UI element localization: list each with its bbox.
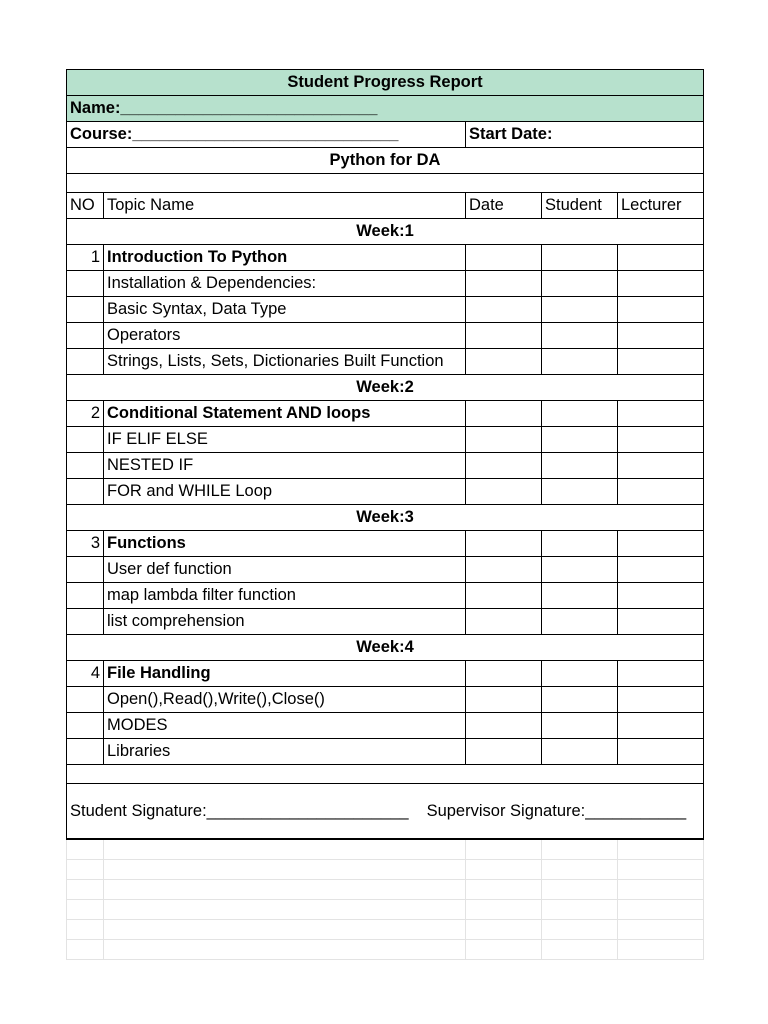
topic-row <box>67 557 704 583</box>
grid-cell <box>67 939 104 959</box>
date-cell[interactable] <box>466 713 542 739</box>
topic-name: map lambda filter function <box>104 583 466 609</box>
grid-cell <box>104 899 466 919</box>
date-cell[interactable] <box>466 479 542 505</box>
student-cell[interactable] <box>542 739 618 765</box>
date-cell[interactable] <box>466 583 542 609</box>
topic-row <box>67 349 704 375</box>
lecturer-cell[interactable] <box>618 557 704 583</box>
topic-row <box>67 323 704 349</box>
topic-number: 1 <box>67 245 104 271</box>
lecturer-cell[interactable] <box>618 609 704 635</box>
student-cell[interactable] <box>542 453 618 479</box>
student-cell[interactable] <box>542 557 618 583</box>
topic-row <box>67 453 704 479</box>
grid-cell <box>618 859 704 879</box>
grid-cell <box>67 899 104 919</box>
week-label: Week:3 <box>67 505 704 531</box>
topic-row <box>67 713 704 739</box>
lecturer-cell[interactable] <box>618 739 704 765</box>
lecturer-cell[interactable] <box>618 297 704 323</box>
date-cell[interactable] <box>466 609 542 635</box>
student-cell[interactable] <box>542 349 618 375</box>
course-field[interactable]: Course:_____________________________ <box>67 122 466 148</box>
topic-name: Basic Syntax, Data Type <box>104 297 466 323</box>
grid-cell <box>542 939 618 959</box>
topic-heading-row <box>67 531 704 557</box>
student-cell[interactable] <box>542 245 618 271</box>
topic-row <box>67 271 704 297</box>
grid-cell <box>466 919 542 939</box>
topic-name: NESTED IF <box>104 453 466 479</box>
topic-number-cell <box>67 609 104 635</box>
date-cell[interactable] <box>466 453 542 479</box>
topic-number-cell <box>67 557 104 583</box>
header-row <box>67 193 704 219</box>
grid-cell <box>542 859 618 879</box>
column-header-lecturer: Lecturer <box>618 193 704 219</box>
topic-number: 2 <box>67 401 104 427</box>
week-label: Week:4 <box>67 635 704 661</box>
topic-heading: Conditional Statement AND loops <box>104 401 466 427</box>
grid-cell <box>618 879 704 899</box>
grid-cell <box>67 919 104 939</box>
lecturer-cell[interactable] <box>618 453 704 479</box>
grid-cell <box>542 879 618 899</box>
student-cell[interactable] <box>542 687 618 713</box>
course-name: Python for DA <box>67 148 704 174</box>
student-signature[interactable]: Student Signature:______________________ <box>70 802 409 820</box>
grid-cell <box>466 899 542 919</box>
grid-cell <box>466 939 542 959</box>
topic-number-cell <box>67 713 104 739</box>
empty-grid-row <box>67 859 704 879</box>
title-row <box>67 70 704 96</box>
topic-number-cell <box>67 349 104 375</box>
topic-row <box>67 687 704 713</box>
grid-cell <box>466 879 542 899</box>
topic-heading: Introduction To Python <box>104 245 466 271</box>
lecturer-cell[interactable] <box>618 583 704 609</box>
lecturer-cell[interactable] <box>618 245 704 271</box>
topic-name: Open(),Read(),Write(),Close() <box>104 687 466 713</box>
grid-cell <box>618 839 704 859</box>
date-cell[interactable] <box>466 427 542 453</box>
lecturer-cell[interactable] <box>618 531 704 557</box>
topic-name: Installation & Dependencies: <box>104 271 466 297</box>
week-header-row <box>67 635 704 661</box>
empty-grid-row <box>67 839 704 859</box>
topic-row <box>67 479 704 505</box>
grid-cell <box>618 939 704 959</box>
column-header-student: Student <box>542 193 618 219</box>
topic-number-cell <box>67 687 104 713</box>
name-row <box>67 96 704 122</box>
lecturer-cell[interactable] <box>618 349 704 375</box>
topic-number: 4 <box>67 661 104 687</box>
date-cell[interactable] <box>466 245 542 271</box>
blank-cell <box>67 765 704 784</box>
topic-row <box>67 297 704 323</box>
grid-cell <box>466 839 542 859</box>
student-cell[interactable] <box>542 713 618 739</box>
topic-name: list comprehension <box>104 609 466 635</box>
date-cell[interactable] <box>466 531 542 557</box>
lecturer-cell[interactable] <box>618 661 704 687</box>
topic-number-cell <box>67 323 104 349</box>
week-header-row <box>67 219 704 245</box>
report-title: Student Progress Report <box>67 70 704 96</box>
topic-number-cell <box>67 427 104 453</box>
lecturer-cell[interactable] <box>618 401 704 427</box>
date-cell[interactable] <box>466 739 542 765</box>
topic-name: User def function <box>104 557 466 583</box>
lecturer-cell[interactable] <box>618 479 704 505</box>
start-date-field[interactable]: Start Date: <box>466 122 704 148</box>
weeks-body <box>67 219 704 765</box>
grid-cell <box>104 859 466 879</box>
topic-number-cell <box>67 271 104 297</box>
lecturer-cell[interactable] <box>618 687 704 713</box>
date-cell[interactable] <box>466 401 542 427</box>
grid-cell <box>542 919 618 939</box>
date-cell[interactable] <box>466 297 542 323</box>
week-header-row <box>67 505 704 531</box>
empty-grid-row <box>67 899 704 919</box>
grid-cell <box>67 879 104 899</box>
topic-row <box>67 609 704 635</box>
empty-grid-row <box>67 939 704 959</box>
column-header-topic: Topic Name <box>104 193 466 219</box>
topic-number-cell <box>67 453 104 479</box>
topic-heading: Functions <box>104 531 466 557</box>
grid-cell <box>104 879 466 899</box>
name-field[interactable]: Name:____________________________ <box>67 96 704 122</box>
topic-number: 3 <box>67 531 104 557</box>
date-cell[interactable] <box>466 271 542 297</box>
column-header-date: Date <box>466 193 542 219</box>
grid-cell <box>542 839 618 859</box>
date-cell[interactable] <box>466 661 542 687</box>
student-cell[interactable] <box>542 479 618 505</box>
topic-number-cell <box>67 297 104 323</box>
student-cell[interactable] <box>542 401 618 427</box>
topic-name: IF ELIF ELSE <box>104 427 466 453</box>
date-cell[interactable] <box>466 349 542 375</box>
topic-row <box>67 427 704 453</box>
grid-cell <box>618 919 704 939</box>
empty-grid-row <box>67 879 704 899</box>
student-cell[interactable] <box>542 661 618 687</box>
student-cell[interactable] <box>542 323 618 349</box>
topic-name: MODES <box>104 713 466 739</box>
topic-name: Strings, Lists, Sets, Dictionaries Built Function <box>104 349 466 375</box>
topic-number-cell <box>67 739 104 765</box>
date-cell[interactable] <box>466 323 542 349</box>
grid-cell <box>542 899 618 919</box>
grid-cell <box>67 839 104 859</box>
topic-heading: File Handling <box>104 661 466 687</box>
student-cell[interactable] <box>542 271 618 297</box>
progress-report-sheet <box>66 69 703 960</box>
progress-report-table <box>66 69 704 960</box>
student-cell[interactable] <box>542 297 618 323</box>
grid-cell <box>104 839 466 859</box>
student-cell[interactable] <box>542 609 618 635</box>
blank-row <box>67 765 704 784</box>
signature-cell <box>67 784 704 840</box>
topic-name: Operators <box>104 323 466 349</box>
blank-row <box>67 174 704 193</box>
topic-number-cell <box>67 583 104 609</box>
topic-name: FOR and WHILE Loop <box>104 479 466 505</box>
empty-grid-row <box>67 919 704 939</box>
lecturer-cell[interactable] <box>618 427 704 453</box>
grid-cell <box>104 919 466 939</box>
course-row <box>67 122 704 148</box>
supervisor-signature[interactable]: Supervisor Signature:___________ <box>426 802 687 820</box>
lecturer-cell[interactable] <box>618 323 704 349</box>
lecturer-cell[interactable] <box>618 713 704 739</box>
course-name-row <box>67 148 704 174</box>
student-cell[interactable] <box>542 427 618 453</box>
week-label: Week:2 <box>67 375 704 401</box>
topic-name: Libraries <box>104 739 466 765</box>
topic-heading-row <box>67 661 704 687</box>
blank-cell <box>67 174 704 193</box>
student-cell[interactable] <box>542 583 618 609</box>
date-cell[interactable] <box>466 557 542 583</box>
signature-row <box>67 784 704 840</box>
topic-row <box>67 739 704 765</box>
date-cell[interactable] <box>466 687 542 713</box>
grid-cell <box>466 859 542 879</box>
grid-cell <box>104 939 466 959</box>
student-cell[interactable] <box>542 531 618 557</box>
week-header-row <box>67 375 704 401</box>
topic-heading-row <box>67 245 704 271</box>
topic-row <box>67 583 704 609</box>
topic-heading-row <box>67 401 704 427</box>
topic-number-cell <box>67 479 104 505</box>
column-header-no: NO <box>67 193 104 219</box>
grid-cell <box>67 859 104 879</box>
week-label: Week:1 <box>67 219 704 245</box>
grid-cell <box>618 899 704 919</box>
lecturer-cell[interactable] <box>618 271 704 297</box>
